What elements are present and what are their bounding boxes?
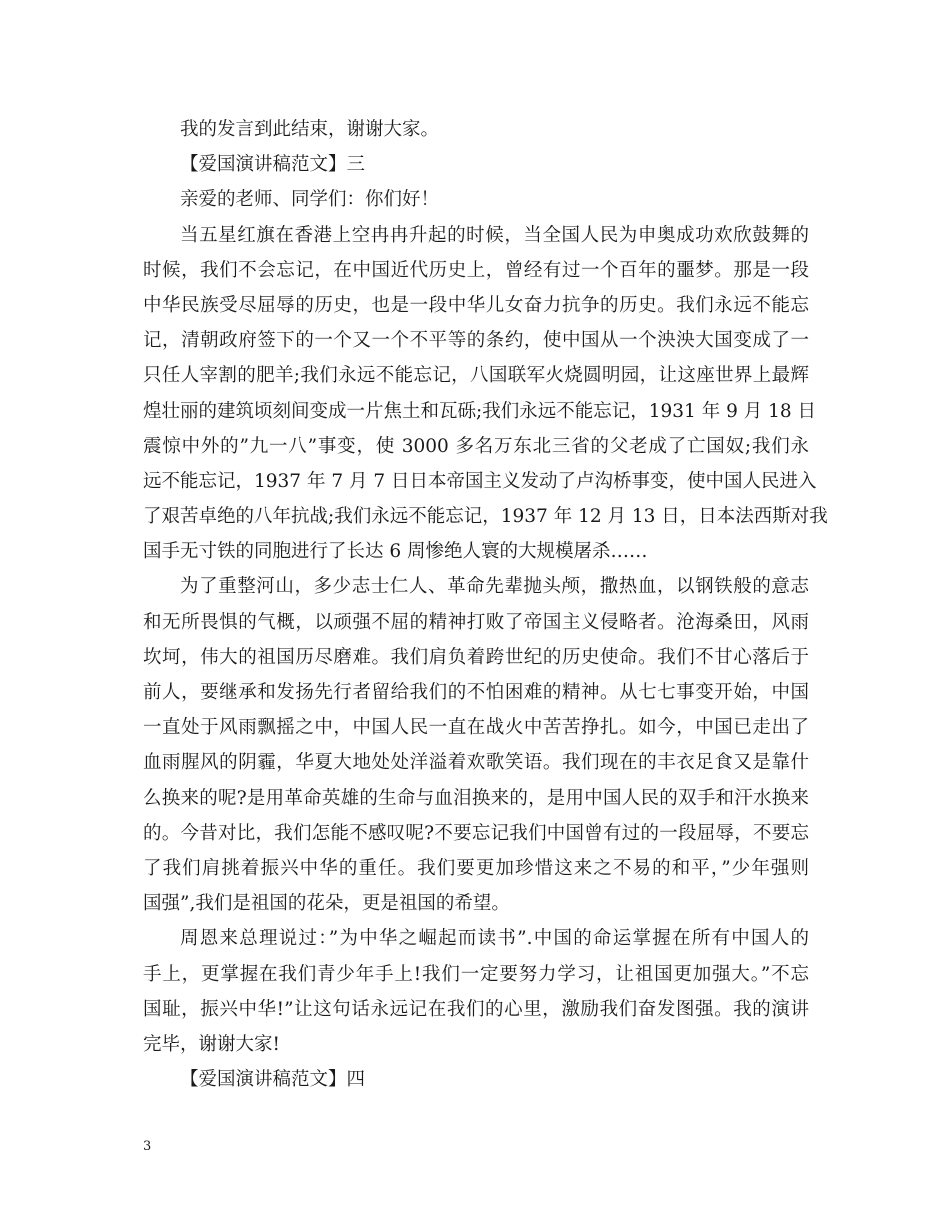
text-line: 么换来的呢?是用革命英雄的生命与血泪换来的，是用中国人民的双手和汗水换来 bbox=[143, 787, 809, 809]
text-line: 的。今昔对比，我们怎能不感叹呢?不要忘记我们中国曾有过的一段屈辱，不要忘 bbox=[143, 822, 809, 844]
text-line: 煌壮丽的建筑顷刻间变成一片焦土和瓦砾;我们永远不能忘记，1931 年 9 月 18 日 bbox=[143, 400, 817, 422]
text-line: 和无所畏惧的气概，以顽强不屈的精神打败了帝国主义侵略者。沧海桑田，风雨 bbox=[143, 611, 809, 633]
text-line: 了艰苦卓绝的八年抗战;我们永远不能忘记，1937 年 12 月 13 日，日本法西斯对我 bbox=[143, 506, 828, 528]
text-line: 完毕，谢谢大家! bbox=[143, 1033, 280, 1055]
text-line: 记，清朝政府签下的一个又一个不平等的条约，使中国从一个泱泱大国变成了一 bbox=[143, 330, 809, 352]
text-line: 【爱国演讲稿范文】三 bbox=[180, 154, 366, 176]
text-line: 时候，我们不会忘记，在中国近代历史上，曾经有过一个百年的噩梦。那是一段 bbox=[143, 259, 809, 281]
text-line: 国手无寸铁的同胞进行了长达 6 周惨绝人寰的大规模屠杀…… bbox=[143, 541, 648, 563]
text-line: 亲爱的老师、同学们：你们好！ bbox=[180, 189, 440, 211]
text-line: 国耻，振兴中华!”让这句话永远记在我们的心里，激励我们奋发图强。我的演讲 bbox=[143, 998, 809, 1020]
text-line: 了我们肩挑着振兴中华的重任。我们要更加珍惜这来之不易的和平，”少年强则 bbox=[143, 857, 809, 879]
text-line: 为了重整河山，多少志士仁人、革命先辈抛头颅，撒热血，以钢铁般的意志 bbox=[180, 576, 809, 598]
text-line: 我的发言到此结束，谢谢大家。 bbox=[180, 119, 440, 140]
text-line: 血雨腥风的阴霾，华夏大地处处洋溢着欢歌笑语。我们现在的丰衣足食又是靠什 bbox=[143, 752, 809, 774]
text-line: 震惊中外的”九一八”事变，使 3000 多名万东北三省的父老成了亡国奴;我们永 bbox=[143, 435, 809, 457]
text-line: 周恩来总理说过：”为中华之崛起而读书”.中国的命运掌握在所有中国人的 bbox=[180, 928, 809, 950]
text-line: 中华民族受尽屈辱的历史，也是一段中华儿女奋力抗争的历史。我们永远不能忘 bbox=[143, 294, 809, 316]
document-body bbox=[143, 112, 828, 1097]
text-line: 只任人宰割的肥羊;我们永远不能忘记，八国联军火烧圆明园，让这座世界上最辉 bbox=[143, 365, 809, 387]
text-line: 坎坷，伟大的祖国历尽磨难。我们肩负着跨世纪的历史使命。我们不甘心落后于 bbox=[143, 646, 809, 668]
page-number: 3 bbox=[143, 1139, 152, 1154]
text-line: 手上，更掌握在我们青少年手上!我们一定要努力学习，让祖国更加强大。”不忘 bbox=[143, 963, 809, 985]
text-line: 一直处于风雨飘摇之中，中国人民一直在战火中苦苦挣扎。如今，中国已走出了 bbox=[143, 717, 809, 739]
text-line: 当五星红旗在香港上空冉冉升起的时候，当全国人民为申奥成功欢欣鼓舞的 bbox=[180, 224, 809, 246]
text-line: 国强”,我们是祖国的花朵，更是祖国的希望。 bbox=[143, 893, 510, 915]
text-line: 前人，要继承和发扬先行者留给我们的不怕困难的精神。从七七事变开始，中国 bbox=[143, 682, 809, 703]
text-line: 【爱国演讲稿范文】四 bbox=[180, 1069, 366, 1091]
text-line: 远不能忘记，1937 年 7 月 7 日日本帝国主义发动了卢沟桥事变，使中国人民进入 bbox=[143, 470, 817, 492]
